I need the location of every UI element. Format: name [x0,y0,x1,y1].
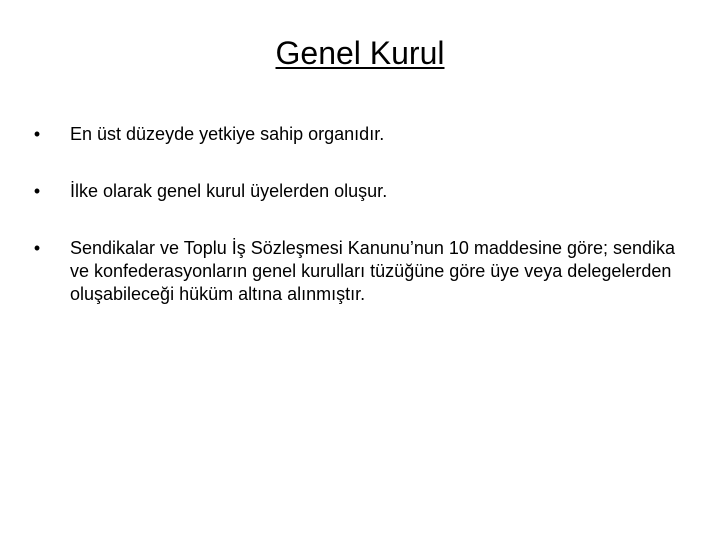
bullet-item-2 [30,180,690,203]
slide-title: Genel Kurul [275,35,445,71]
bullet-item-1 [30,123,690,146]
bullet-icon: • [33,124,41,144]
bullet-item-3 [30,237,690,306]
bullet-text: En üst düzeyde yetkiye sahip organıdır. [70,124,385,144]
bullet-list [30,123,690,340]
bullet-icon: • [33,181,41,201]
bullet-icon: • [33,238,41,258]
bullet-text: Sendikalar ve Toplu İş Sözleşmesi Kanunu’nun 10 maddesine göre; sendika ve konfederasyonların genel kurulları tüzüğüne göre üye veya delegelerden oluşabileceği hüküm altına alınmıştır. [70,238,676,304]
bullet-text: İlke olarak genel kurul üyelerden oluşur. [70,181,388,201]
